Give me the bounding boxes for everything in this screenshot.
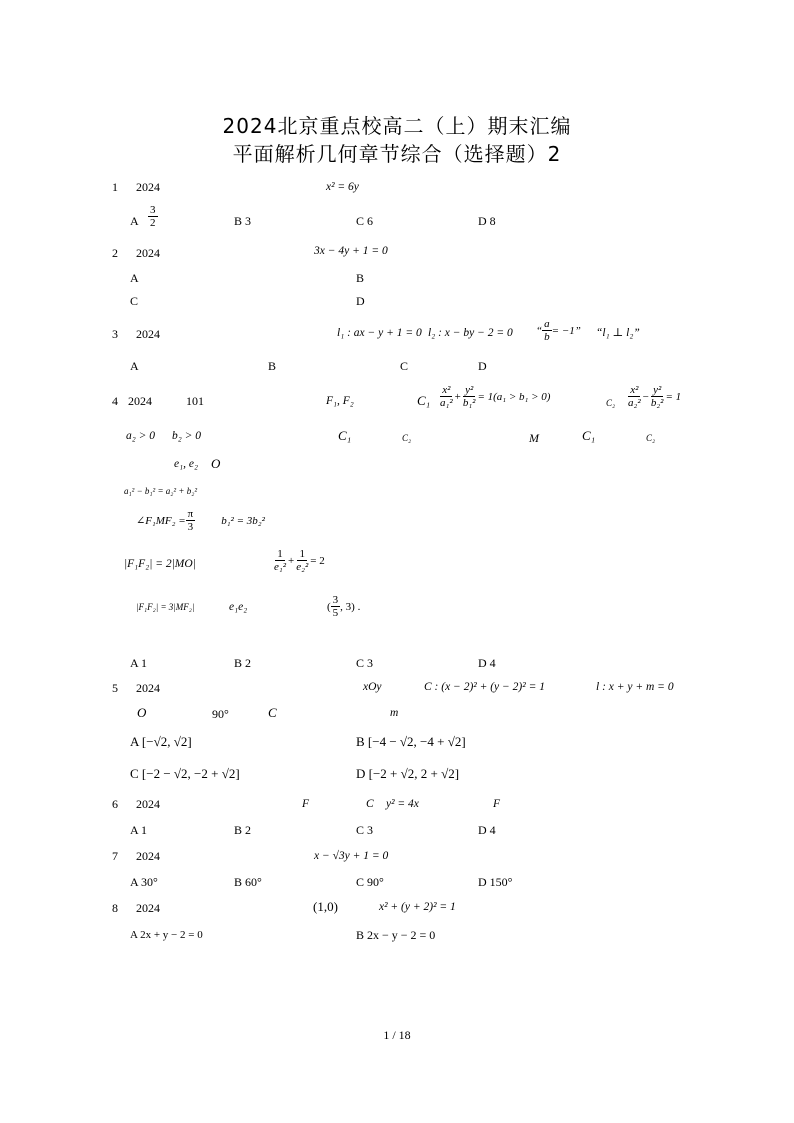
q4-s4-open: ( (327, 600, 331, 613)
q5-line: l : x + y + m = 0 (596, 681, 674, 693)
q1-option-d: D 8 (478, 214, 496, 228)
q7-option-d: D 150° (478, 875, 513, 889)
q8-option-a: A 2x + y − 2 = 0 (130, 929, 203, 941)
q1-option-a-fraction (148, 204, 158, 229)
q2-equation: 3x − 4y + 1 = 0 (314, 245, 388, 257)
q5-circle-c: C (268, 705, 277, 720)
q2-number: 2 (112, 246, 118, 260)
q4-c2-label: C₂ (606, 398, 616, 408)
q6-parabola: y² = 4x (386, 798, 419, 810)
q1-option-b: B 3 (234, 214, 252, 228)
q2-option-d: D (356, 294, 365, 308)
q3-option-a: A (130, 359, 139, 373)
q4-c2-xden: a₂² (628, 397, 641, 409)
q7-number: 7 (112, 849, 118, 863)
q1-equation: x² = 6y (326, 181, 359, 193)
q4-number: 4 (112, 394, 118, 408)
q7-option-a: A 30° (130, 875, 158, 889)
q4-hyperbola-equation: $\frac{\text{x²}}{\text{a₂²}}$ − $\frac{\text{y²}}{\text{b₂²}}$ = 1 (628, 384, 682, 409)
q3-cond1-den: b (544, 331, 550, 343)
q4-school: 101 (186, 394, 204, 408)
page-number: 1 / 18 (383, 1028, 411, 1042)
q5-origin: O (137, 705, 147, 720)
q6-year: 2024 (136, 797, 160, 811)
q4-eccentricities: e₁, e₂ (174, 458, 198, 470)
q5-plane: xOy (363, 681, 382, 693)
q3-condition2: “l₁ ⊥ l₂” (596, 327, 640, 339)
q2-year: 2024 (136, 246, 160, 260)
q6-number: 6 (112, 797, 118, 811)
q6-option-b: B 2 (234, 823, 252, 837)
q1-a-num: 3 (150, 204, 156, 216)
q4-c2-rest: = 1 (665, 390, 682, 403)
q6-option-d: D 4 (478, 823, 496, 837)
q8-option-b: B 2x − y − 2 = 0 (356, 928, 436, 942)
q5-option-a: A [−√2, √2] (130, 734, 192, 749)
q5-option-c: C [−2 − √2, −2 + √2] (130, 766, 240, 781)
q1-option-a-label: A (130, 214, 139, 228)
q4-statement-4-range (327, 594, 360, 619)
q7-line: x − √3y + 1 = 0 (314, 850, 389, 862)
q4-statement-3-equation: $\frac{1}{\text{e₁²}}$ + $\frac{1}{\text{e₂²}}$ = 2 (274, 548, 325, 573)
q4-option-d: D 4 (478, 656, 496, 670)
q5-number: 5 (112, 681, 118, 695)
q4-year: 2024 (128, 394, 152, 408)
q4-s3-den2: e₂² (296, 561, 309, 573)
q6-curve-c: C (366, 798, 374, 810)
q4-s2-den: 3 (187, 521, 194, 533)
q4-c1-yden: b₁² (462, 397, 476, 409)
q5-year: 2024 (136, 681, 160, 695)
q6-focus: F (302, 798, 310, 810)
q2-option-b: B (356, 271, 365, 285)
q4-option-b: B 2 (234, 656, 252, 670)
q4-statement-2 (136, 508, 265, 533)
q4-c1-ref2: C₁ (582, 428, 596, 443)
q3-line1: l₁ : ax − y + 1 = 0 (337, 327, 422, 339)
q4-option-c: C 3 (356, 656, 374, 670)
q4-cond-b2: b₂ > 0 (172, 430, 202, 442)
q4-ellipse-equation: $\frac{\text{x²}}{\text{a₁²}}$ + $\frac{\text{y²}}{\text{b₁²}}$ = 1(a₁ > b₁ > 0) (440, 384, 551, 409)
q4-s2-pre: ∠F₁MF₂ = (136, 515, 186, 527)
q3-option-c: C (400, 359, 409, 373)
q4-c1-ref: C₁ (338, 428, 352, 443)
q3-cond1-open: “ (536, 324, 543, 337)
q4-c2-xnum: x² (630, 384, 639, 396)
q4-s3-post: = 2 (310, 554, 325, 567)
q6-focus-ref: F (493, 798, 501, 810)
q4-c1-label: C₁ (417, 393, 431, 408)
q5-angle: 90° (212, 707, 229, 721)
q3-option-d: D (478, 359, 487, 373)
q3-year: 2024 (136, 327, 160, 341)
q4-s3-num2: 1 (299, 548, 305, 560)
q3-condition1 (536, 318, 581, 343)
q2-option-a: A (130, 271, 139, 285)
q8-year: 2024 (136, 901, 160, 915)
q4-s2-num: π (187, 508, 194, 520)
q8-point: (1,0) (313, 899, 338, 914)
q3-cond1-rest: = −1” (551, 324, 581, 337)
q5-param-m: m (390, 707, 399, 719)
q4-c2-ref2: C₂ (646, 433, 656, 443)
q4-statement-1: a₁² − b₁² = a₂² + b₂² (124, 486, 198, 496)
q4-s4-den: 5 (332, 607, 339, 619)
q1-number: 1 (112, 180, 118, 194)
q4-s4-post: , 3) . (340, 600, 361, 613)
q5-circle: C : (x − 2)² + (y − 2)² = 1 (424, 681, 545, 693)
q4-s2-post: b₁² = 3b₂² (221, 514, 265, 527)
q3-option-b: B (268, 359, 277, 373)
q1-option-c: C 6 (356, 214, 374, 228)
q6-option-a: A 1 (130, 823, 148, 837)
q7-year: 2024 (136, 849, 160, 863)
q6-option-c: C 3 (356, 823, 374, 837)
q5-option-d: D [−2 + √2, 2 + √2] (356, 766, 460, 781)
q1-a-den: 2 (150, 217, 156, 229)
q4-c2-ynum: y² (653, 384, 662, 396)
q4-point-m: M (529, 431, 539, 445)
q4-c1-ynum: y² (465, 384, 474, 396)
q8-circle: x² + (y + 2)² = 1 (379, 901, 456, 913)
q3-cond1-num: a (544, 318, 550, 330)
doc-title-line1: 2024北京重点校高二（上）期末汇编 (222, 114, 572, 138)
q4-c2-ref: C₂ (402, 433, 412, 443)
doc-title-line2: 平面解析几何章节综合（选择题）2 (232, 142, 562, 166)
q4-s4-mid: e₁e₂ (229, 601, 248, 613)
q5-option-b: B [−4 − √2, −4 + √2] (356, 734, 466, 749)
q4-s3-den1: e₁² (274, 561, 287, 573)
q3-line2: l₂ : x − by − 2 = 0 (428, 327, 513, 339)
q4-cond-a2: a₂ > 0 (126, 430, 156, 442)
q4-s4-pre: |F₁F₂| = 3|MF₂| (136, 602, 195, 612)
q4-s3-num1: 1 (277, 548, 283, 560)
q4-foci: F₁, F₂ (326, 395, 354, 407)
q3-number: 3 (112, 327, 118, 341)
q2-option-c: C (130, 294, 139, 308)
q4-s3-pre: |F₁F₂| = 2|MO| (124, 558, 196, 570)
q4-c1-xden: a₁² (440, 397, 453, 409)
q4-s4-num: 3 (332, 594, 339, 606)
q4-origin: O (211, 456, 221, 471)
q4-option-a: A 1 (130, 656, 148, 670)
q4-c1-rest: = 1(a₁ > b₁ > 0) (477, 390, 551, 403)
q8-number: 8 (112, 901, 118, 915)
q7-option-b: B 60° (234, 875, 262, 889)
q4-c1-xnum: x² (442, 384, 451, 396)
q7-option-c: C 90° (356, 875, 384, 889)
q4-c2-yden: b₂² (650, 397, 664, 409)
q1-year: 2024 (136, 180, 160, 194)
